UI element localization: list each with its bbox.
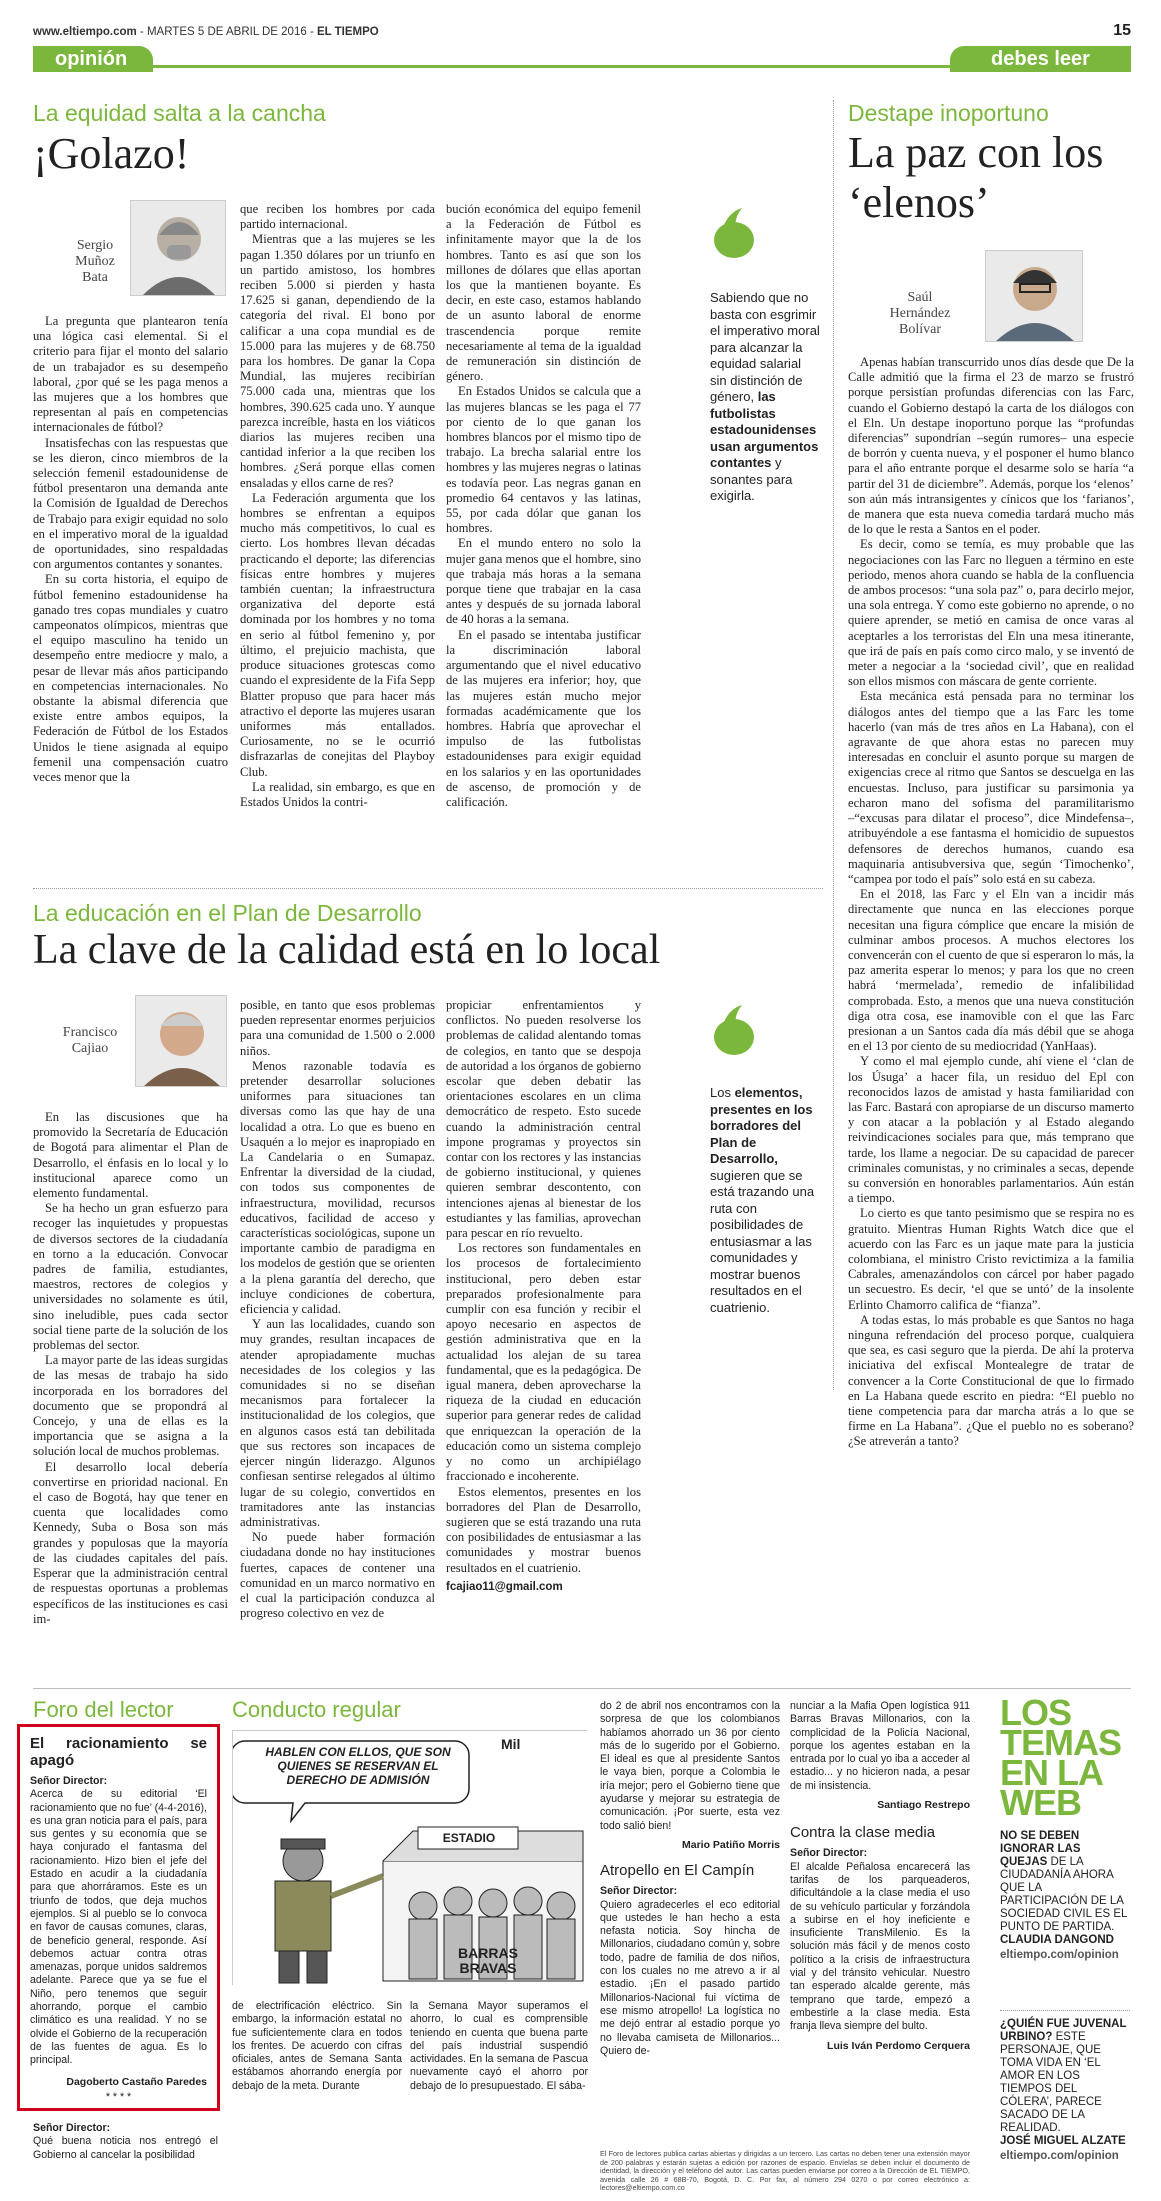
paragraph: En el pasado se intentaba justificar la discriminación laboral argumentando que el nivel educativo de las mujeres era inferior; hoy, que las mujeres están mucho mejor formadas académicamente que los hombres. Habría que aprovechar el impulso de las futbolistas estadounidenses para exigir equidad en los salarios y en las oportunidades de ascenso, de promoción y de calificación. (446, 627, 641, 809)
paragraph: A todas estas, lo más probable es que Santos no haga ninguna refrendación del proceso porque, cualquiera que sea, es casi seguro que la pierda. De ahí la proterva iniciativa del exfiscal Montealegre de tratar de convencer a la Corte Constitucional de que lo firmado en La Habana quede escrito en piedra: “El pueblo no tiene competencia para dar marcha atrás a lo que se firme en La Habana”. ¿Que el pueblo no es soberano? ¿Se atreverán a tanto? (848, 1312, 1134, 1449)
bottom-divider (33, 1688, 1131, 1689)
letter-salute: Señor Director: (33, 2122, 111, 2134)
article3-kicker: La educación en el Plan de Desarrollo (33, 900, 422, 926)
paragraph: Se ha hecho un gran esfuerzo para recoger las inquietudes y propuestas de diversos sectores de la ciudadanía en torno a la educación. Convocar padres de familia, estudiantes, maestros, rectores de colegios y universidades no solamente es útil, sino ineludible, pues cada sector social tiene parte de la solución de los problemas del sector. (33, 1201, 228, 1353)
article1-kicker: La equidad salta a la cancha (33, 100, 326, 126)
article1-author: Sergio Muñoz Bata (75, 238, 115, 285)
cartoon-sign-fans: BARRAS BRAVAS (458, 1945, 518, 1976)
letter-signature: Luis Iván Perdomo Cerquera (827, 2039, 970, 2052)
paragraph: Y aun las localidades, cuando son muy grandes, resultan incapaces de atender apropiadamente muchas necesidades de los colegios y las comunidades si no se diseñan mecanismos para fortalecer la institucionalidad de los colegios, que en algunos casos está tan debilitada que sus rectores son incapaces de ejercer ningún liderazgo. Algunos confiesan sentirse relegados al último lugar de su colegio, convertidos en tramitadores ante las instancias administrativas. (240, 1317, 435, 1529)
debes-leer-label: debes leer (991, 48, 1090, 70)
letters-column-2 (790, 1700, 970, 2053)
featured-letter-body: Acerca de su editorial ‘El racionamiento que no fue’ (4-4-2016), es una gran noticia para el país, para sus gentes y su economía que se haya conjurado el fantasma del racionamiento. Hizo bien el jefe del Estado en acudir a la ciudadanía para que ahorráramos. Este es un triunfo de todos, que deja muchos ejemplos. Si al pueblo se lo convoca en favor de causas comunes, claras, de beneficio general, responde. Así debemos actuar contra otras amenazas, porque unidos saldremos adelante. Parece que ya se fue el Niño, pero tenemos que seguir ahorrando, porque el cambio climático es una realidad. Y no se olvide el Gobierno de la recuperación de las fuentes de agua. Es lo principal. (30, 1788, 207, 2067)
letter-body: nunciar a la Mafia Open logística 911 Barras Bravas Millonarios, con la complicidad de la Policía Nacional, porque los agentes estaban en la entrada por lo cual yo iba a acceder al estadio... y no hicieron nada, a pesar de mi insistencia. (790, 1700, 970, 1792)
letter-signature: Mario Patiño Morris (681, 1838, 780, 1851)
column-divider (833, 100, 834, 1390)
paragraph: Los rectores son fundamentales en los procesos de fortalecimiento institucional, pero deben estar preparados profesionalmente para cumplir con esa función y recibir el apoyo necesario en aspectos de gestión administrativa que en la actualidad los alejan de su tarea fundamental, que es la pedagógica. De igual manera, deben aprovecharse la riqueza de la ciudad en educación superior para generar redes de calidad que enriquezcan la operación de la educación como un sistema complejo y no como un archipiélago fraccionado e incoherente. (446, 1241, 641, 1484)
letter-salute: Señor Director: (30, 1775, 108, 1787)
letter-title: Contra la clase media (790, 1824, 936, 1842)
web-item-1-text: DE LA CIUDADANÍA AHORA QUE LA PARTICIPACIÓN DE LA SOCIEDAD CIVIL ES EL PUNTO DE PARTIDA. (1000, 1856, 1127, 1933)
section-label: opinión (55, 48, 128, 70)
web-item-2-headline: ¿QUIÉN FUE JUVENAL URBINO? (1000, 2018, 1127, 2043)
paragraph: En el mundo entero no solo la mujer gana menos que el hombre, sino que trabaja más horas a la semana porque tiene que trabajar en la casa antes y después de su jornada laboral de 40 horas a la semana. (446, 536, 641, 627)
article2-body (848, 355, 1134, 1450)
author-portrait-cajiao (135, 995, 227, 1087)
letter-body: El alcalde Peñalosa encarecerá las tarifas de los parqueaderos, dificultándole a la clase media el uso de su vehículo particular y forzándola a subirse en el hoy ineficiente e insuficiente TransMilenio. Es la solución más fácil y de menos costo político a la crisis de infraestructura vial y del tránsito vehicular. Nuestro tan esperado alcalde gerente, más temprano que tarde, empezó a embestirle a la clase media. Esta franja lleva siempre del bulto. (790, 1860, 970, 2033)
author-portrait-munoz (130, 200, 226, 296)
paragraph: No puede haber formación ciudadana donde no hay instituciones fuertes, capaces de contener una comunidad en un marco normativo en el cual la participación conduzca al progreso colectivo en vez de (240, 1530, 435, 1621)
cartoon-sign-stadium: ESTADIO (442, 1831, 496, 1845)
pullquote-text: sugieren que se está trazando una ruta con posibilidades de entusiasmar a las comunidades y mostrar buenos resultados en el cuatrienio. (710, 1167, 815, 1315)
paragraph: El desarrollo local debería convertirse en prioridad nacional. En el caso de Bogotá, hay que tener en cuenta que localidades como Kennedy, Suba o Bosa son más grandes y populosas que la mayoría de las ciudades capitales del país. Esperar que la administración central de respuestas oportunas a problemas específicos de las instituciones es casi im- (33, 1459, 228, 1626)
foro-heading: Foro del lector (33, 1697, 174, 1722)
article2-title: La paz con los ‘elenos’ (848, 128, 1104, 227)
foro-featured-letter (17, 1724, 220, 2111)
brand-name: EL TIEMPO (316, 26, 379, 38)
letter-body: do 2 de abril nos encontramos con la sorpresa de que los colombianos habíamos ahorrado un 36 por ciento más de lo sugerido por el Gobierno. El ideal es que al presidente Santos le vaya bien, porque a Colombia le iría mejor; pero el Gobierno tiene que ayudarse y mejorar su estrategia de comunicación. ¡Por suerte, esta vez todo salió bien! (600, 1700, 780, 1832)
letter-body: Qué buena noticia nos entregó el Gobierno al cancelar la posibilidad (33, 2135, 218, 2161)
paragraph: Es decir, como se temía, es muy probable que las negociaciones con las Farc no lleguen a término en este periodo, menos ahora cuando se habla de la confluencia de ambos procesos: “una sola paz” o, para decirlo mejor, una sola entrega. Y como este gobierno no aprende, o no quiere aprender, se metió en camisa de once varas al aceptarles a los terroristas del Eln una mesa itinerante, que irá de país en país como circo malo, y se inventó de meter a negociar a la ‘sociedad civil’, que en realidad son ellos mismos con máscara de gente corriente. (848, 537, 1134, 689)
pullquote-bold: las futbolistas estadounidenses usan argumentos contantes (710, 389, 819, 470)
letters-column-1 (600, 1700, 780, 2058)
paragraph: bución económica del equipo femenil a la Federación de Fútbol es infinitamente mayor que la de los hombres. Tanto es así que son los millones de dólares que ellas aportan los que la mantienen boyante. Es decir, en este caso, estamos hablando de un asunto laboral de enorme trascendencia porque remite necesariamente al tema de la igualdad de remuneración sin distinción de género. (446, 202, 641, 384)
paragraph: La pregunta que plantearon tenía una lógica casi elemental. Si el criterio para fijar el monto del salario de un trabajador es su desempeño laboral, ¿por qué se les paga menos a las mujeres que a los hombres que representan al país en competencias internacionales de fútbol? (33, 314, 228, 435)
letter-salute: Señor Director: (600, 1885, 678, 1898)
site-url[interactable]: www.eltiempo.com (33, 26, 137, 38)
section-divider (33, 888, 823, 889)
letter-body: Quiero agradecerles el eco editorial que ustedes le han hecho a esta nefasta noticia. Soy hincha de Millonarios, ciudadano común y, sobre todo, padre de familia de dos niños, con los cuales no me atrevo a ir al estadio. ¡En el pasado partido Millonarios-Nacional fui víctima de ese mismo atropello! La logística no me dejó entrar al estadio porque yo no llevaba camiseta de Millonarios... Quiero de- (600, 1898, 780, 2057)
conducto-heading: Conducto regular (232, 1697, 401, 1722)
web-item-1-url[interactable]: eltiempo.com/opinion (1000, 1949, 1119, 1961)
cartoon-column-text-1: de electrificación eléctrico. Sin embargo, la información estatal no fue suficientemente clara en todos los frentes. De acuerdo con cifras oficiales, antes de Semana Santa estábamos ahorrando energía por debajo de la meta. Durante (232, 2000, 402, 2092)
article1-column-1 (33, 314, 228, 785)
paragraph: Insatisfechas con las respuestas que se les dieron, cinco miembros de la selección femenil estadounidense de fútbol presentaron una demanda ante la Comisión de Igualdad de Derechos de Trabajo para exigir equidad no solo en el imperativo moral de la igualdad de oportunidades, sino respaldadas con argumentos contantes y sonantes. (33, 435, 228, 572)
web-item-1-headline: NO SE DEBEN IGNORAR LAS QUEJAS (1000, 1830, 1081, 1868)
paragraph: Estos elementos, presentes en los borradores del Plan de Desarrollo, sugieren que se está trazando una ruta con posibilidades de entusiasmar a las comunidades y mostrar buenos resultados en el cuatrienio. (446, 1484, 641, 1575)
article3-pullquote (710, 1085, 822, 1316)
paragraph: En su corta historia, el equipo de fútbol femenino estadounidense ha ganado tres copas mundiales y cuatro campeonatos olímpicos, mientras que el equipo masculino ha tenido un desempeño entre mediocre y malo, a pesar de llevar más años participando en competencias internacionales. No obstante la abismal diferencia que existe entre ambos equipos, la Federación de Fútbol de los Estados Unidos le tiene asignada al equipo femenil una compensación cuatro veces menor que la (33, 572, 228, 785)
author-email[interactable]: fcajiao11@gmail.com (446, 1580, 563, 1593)
paragraph: propiciar enfrentamientos y conflictos. No pueden resolverse los problemas de calidad alentando tomas de colegios, en tanto que se despoja de autoridad a los órganos de gobierno escolar que deben debatir las orientaciones escolares en un clima democrático de respeto. Esto sucede cuando la administración central impone programas y proyectos sin contar con los rectores y las instancias de gobierno institucional, y quienes quieren sembrar descontento, con intenciones ajenas al bienestar de los estudiantes y las familias, aprovechan para pescar en río revuelto. (446, 998, 641, 1241)
paragraph: Menos razonable todavía es pretender desarrollar soluciones uniformes para situaciones tan diversas como las que hay de una localidad a otra. Lo que es bueno en Usaquén a lo mejor es inapropiado en La Candelaria o en Sumapaz. Enfrentar la diversidad de la ciudad, con todos sus componentes de infraestructura, movilidad, recursos educativos, facilidad de acceso y características sociológicas, supone un importante cambio de paradigma en los modelos de gestión que se orienten a la plena garantía del derecho, que incluye condiciones de cobertura, eficiencia y calidad. (240, 1058, 435, 1317)
cartoonist-signature: Mil (501, 1736, 521, 1752)
article3-column-3 (446, 998, 641, 1595)
letter-salute: Señor Director: (790, 1847, 868, 1860)
paragraph: La mayor parte de las ideas surgidas de las mesas de trabajo ha sido incorporada en los borradores del documento que se propondrá al Concejo, y una de ellas es la importancia que se asigna a la solución local de muchos problemas. (33, 1353, 229, 1459)
paragraph: En Estados Unidos se calcula que a las mujeres blancas se les paga el 77 por ciento de lo que ganan los hombres blancos por el mismo tipo de trabajo. La brecha salarial entre los hombres y las mujeres negras o latinas es todavía peor. Las negras ganan en promedio 64 centavos y las latinas, 55, por cada dólar que ganan los hombres. (446, 384, 641, 536)
paragraph: En las discusiones que ha promovido la Secretaría de Educación de Bogotá para alimentar el Plan de Desarrollo, el énfasis en lo local y lo institucional aparece como un elemento fundamental. (33, 1110, 228, 1201)
article2-kicker: Destape inoportuno (848, 100, 1049, 126)
article3-title: La clave de la calidad está en lo local (33, 927, 661, 973)
article3-author: Francisco Cajiao (62, 1025, 118, 1056)
debes-leer-tab[interactable] (950, 46, 1131, 72)
section-tab (33, 46, 153, 72)
article1-pullquote (710, 290, 820, 505)
pullquote-text: Los (710, 1085, 735, 1100)
cartoon-column-text-2: la Semana Mayor superamos el ahorro, lo cual es comprensible teniendo en cuenta que buena parte del país industrial suspendió actividades. En la semana de Pascua nuevamente cayó el ahorro por debajo de lo presupuestado. El sába- (410, 2000, 588, 2092)
paragraph: La Federación argumenta que los hombres se enfrentan a equipos mucho más competitivos, lo cual es cierto. Los hombres llevan décadas practicando el deporte; las diferencias físicas entre hombres y mujeres también cuentan; la infraestructura organizativa del deporte está dominada por los hombres y no toma en serio al fútbol femenino y, por último, el prejuicio machista, que produce situaciones grotescas como cuando el expresidente de la Fifa Sepp Blatter propuso que para hacer más atractivo el deporte las mujeres usaran uniformes más entallados. Curiosamente, no se le ocurrió disfrazarlas de conejitas del Playboy Club. (240, 490, 435, 779)
quote-mark-icon (712, 1005, 756, 1061)
masthead-line (33, 26, 379, 38)
editorial-cartoon (232, 1730, 587, 1985)
article1-column-2 (240, 202, 435, 810)
date-line: - MARTES 5 DE ABRIL DE 2016 - (136, 26, 317, 38)
web-item-1-author: CLAUDIA DANGOND (1000, 1934, 1114, 1946)
pullquote-text: Sabiendo que no basta con esgrimir el imperativo moral para alcanzar la equidad salarial sin distinción de género, (710, 290, 820, 404)
article1-column-3 (446, 202, 641, 810)
featured-letter-title: El racionamiento se apagó (30, 1735, 207, 1769)
article3-column-2 (240, 998, 435, 1621)
paragraph: Mientras que a las mujeres se les pagan 1.350 dólares por un triunfo en un partido amistoso, los hombres reciben 5.000 si pierden y hasta 17.625 si ganan, dependiendo de la categoría del rival. El bono por calificar a una copa mundial es de 15.000 para las mujeres y de 68.750 para los hombres. De ganar la Copa Mundial, las mujeres recibirían 75.000 cada una, mientras que los hombres, 390.625 cada uno. Y aunque parezca increíble, hasta en los viáticos diarios las mujeres reciben una cantidad inferior a la que reciben los hombres. ¿Será porque ellas comen ensaladas y ellos carne de res? (240, 232, 435, 490)
letter-title: Atropello en El Campín (600, 1862, 755, 1880)
web-box-title: LOS TEMAS EN LA WEB (1000, 1692, 1121, 1823)
quote-mark-icon (712, 208, 756, 264)
paragraph: Lo cierto es que tanto pesimismo que se respira no es gratuito. Mientras Human Rights Watch dice que el acuerdo con las Farc es un jaque mate para la justicia colombiana, el ministro Cristo revictimiza a la familia Cabrales, amenazándolos con cárcel por haber pagado un secuestro. Es decir, ‘el que se untó’ de la insolente Erlinto Chamorro califica de “fianza”. (848, 1206, 1134, 1312)
letter-signature: Santiago Restrepo (877, 1799, 970, 1812)
paragraph: La realidad, sin embargo, es que en Estados Unidos la contri- (240, 779, 435, 809)
letter-signature: Dagoberto Castaño Paredes (66, 2075, 207, 2088)
web-divider (1000, 2010, 1130, 2011)
foro-second-letter (33, 2122, 218, 2162)
letter-separator: * * * * (105, 2090, 132, 2103)
paragraph: Y como el mal ejemplo cunde, ahí viene el ‘clan de los Úsuga’ a hacer fila, un residuo del Epl con reconocidos lazos de amistad y hasta familiaridad con las Farc. Bastará con apropiarse de un discurso mamerto y con atacar a la población y al Estado alegando reivindicaciones sociales para que, más temprano que tarde, los llame a negociar. De su capacidad de parecer criminales comunistas, y no criminales a secas, depende su conversión en honorables parlamentarios. Aún están a tiempo. (848, 1054, 1134, 1206)
paragraph: que reciben los hombres por cada partido internacional. (240, 202, 435, 232)
article1-title: ¡Golazo! (33, 129, 190, 178)
web-item-2[interactable] (1000, 2018, 1128, 2163)
article2-author: Saúl Hernández Bolívar (889, 290, 951, 337)
web-item-1[interactable] (1000, 1830, 1128, 1962)
web-item-2-text: ESTE PERSONAJE, QUE TOMA VIDA EN ‘EL AMOR EN LOS TIEMPOS DEL CÓLERA’, PARECE SACADO DE LA REALIDAD. (1000, 2031, 1102, 2134)
pullquote-bold: elementos, presentes en los borradores del Plan de Desarrollo, (710, 1085, 813, 1166)
paragraph: Esta mecánica está pensada para no terminar los diálogos antes del tiempo que a las Farc les tome hacerlo (van más de tres años en La Habana), con el agravante de que ahora estas no parecen muy interesadas en concluir el asunto porque su margen de exigencias crece al ritmo que Santos se descuelga en las encuestas. Incluso, para justificar su parsimonia ya echaron mano del sofisma del paramilitarismo –“excusas para dilatar el proceso”, dice Mindefensa–, atribuyéndole a ese fantasma el homicidio de supuestos defensores de derechos humanos, cuando esa maquinaria antisubversiva que, según ‘Timochenko’, “campea por todo el país” solo está en su cabeza. (848, 689, 1134, 886)
letters-footnote: El Foro de lectores publica cartas abiertas y dirigidas a un tercero. Las cartas no deben tener una extensión mayor de 200 palabras y estarán sujetas a edición por razones de espacio. Envíelas se deben incluir el documento de identidad, la dirección y el teléfono del autor. Las cartas pueden enviarse por correo a la Dirección de EL TIEMPO, avenida calle 26 # 68B-70, Bogotá, D. C. Por fax, al número 294 0270 o por correo electrónico a: lectores@eltiempo.com.co (600, 2149, 970, 2193)
paragraph: posible, en tanto que esos problemas pueden representar enormes perjuicios para una comunidad de 1.500 o 2.000 niños. (240, 998, 435, 1058)
cartoon-speech: HABLEN CON ELLOS, QUE SON QUIENES SE RESERVAN EL DERECHO DE ADMISIÓN (265, 1745, 451, 1787)
page-number: 15 (1113, 22, 1131, 39)
paragraph: Apenas habían transcurrido unos días desde que De la Calle admitió que la firma el 23 de marzo se frustró porque persistían profundas diferencias con las Farc, cuando el Gobierno destapó la carta de los diálogos con el Eln. Un destape inoportuno porque las “profundas diferencias” supondrían –según rumores– una especie de borrón y cuenta nueva, y el posponer el humo blanco para el año entrante porque el desarme solo se haría “a partir del 31 de diciembre”. Además, porque los ‘elenos’ son aún más intransigentes y cínicos que los ‘farianos’, de manera que esta nueva comedia tardará mucho más de lo que le resta a Santos en el poder. (848, 355, 1134, 537)
author-portrait-hernandez (985, 250, 1083, 342)
pullquote-text: y sonantes para exigirla. (710, 455, 793, 503)
web-item-2-url[interactable]: eltiempo.com/opinion (1000, 2150, 1119, 2162)
article3-column-1 (33, 1110, 228, 1627)
paragraph: En el 2018, las Farc y el Eln van a incidir más directamente que nunca en las elecciones porque necesitan una figura cómplice que encare la misión de culminar ambos procesos. A muchos electores los convencerán con el cuento de que si esperaron lo más, la paz amerita esperar lo menos; y para los que no creen habrá ‘mermelada’, remedio de infalibilidad comprobada. Esto, a menos que una nueva constitución diga otra cosa, ese inamovible con el que las Farc presionan a un Santos cada día más débil que se ahoga en el 13 por ciento de su mediocridad (YanHaas). (848, 887, 1134, 1054)
web-item-2-author: JOSÉ MIGUEL ALZATE (1000, 2135, 1126, 2147)
